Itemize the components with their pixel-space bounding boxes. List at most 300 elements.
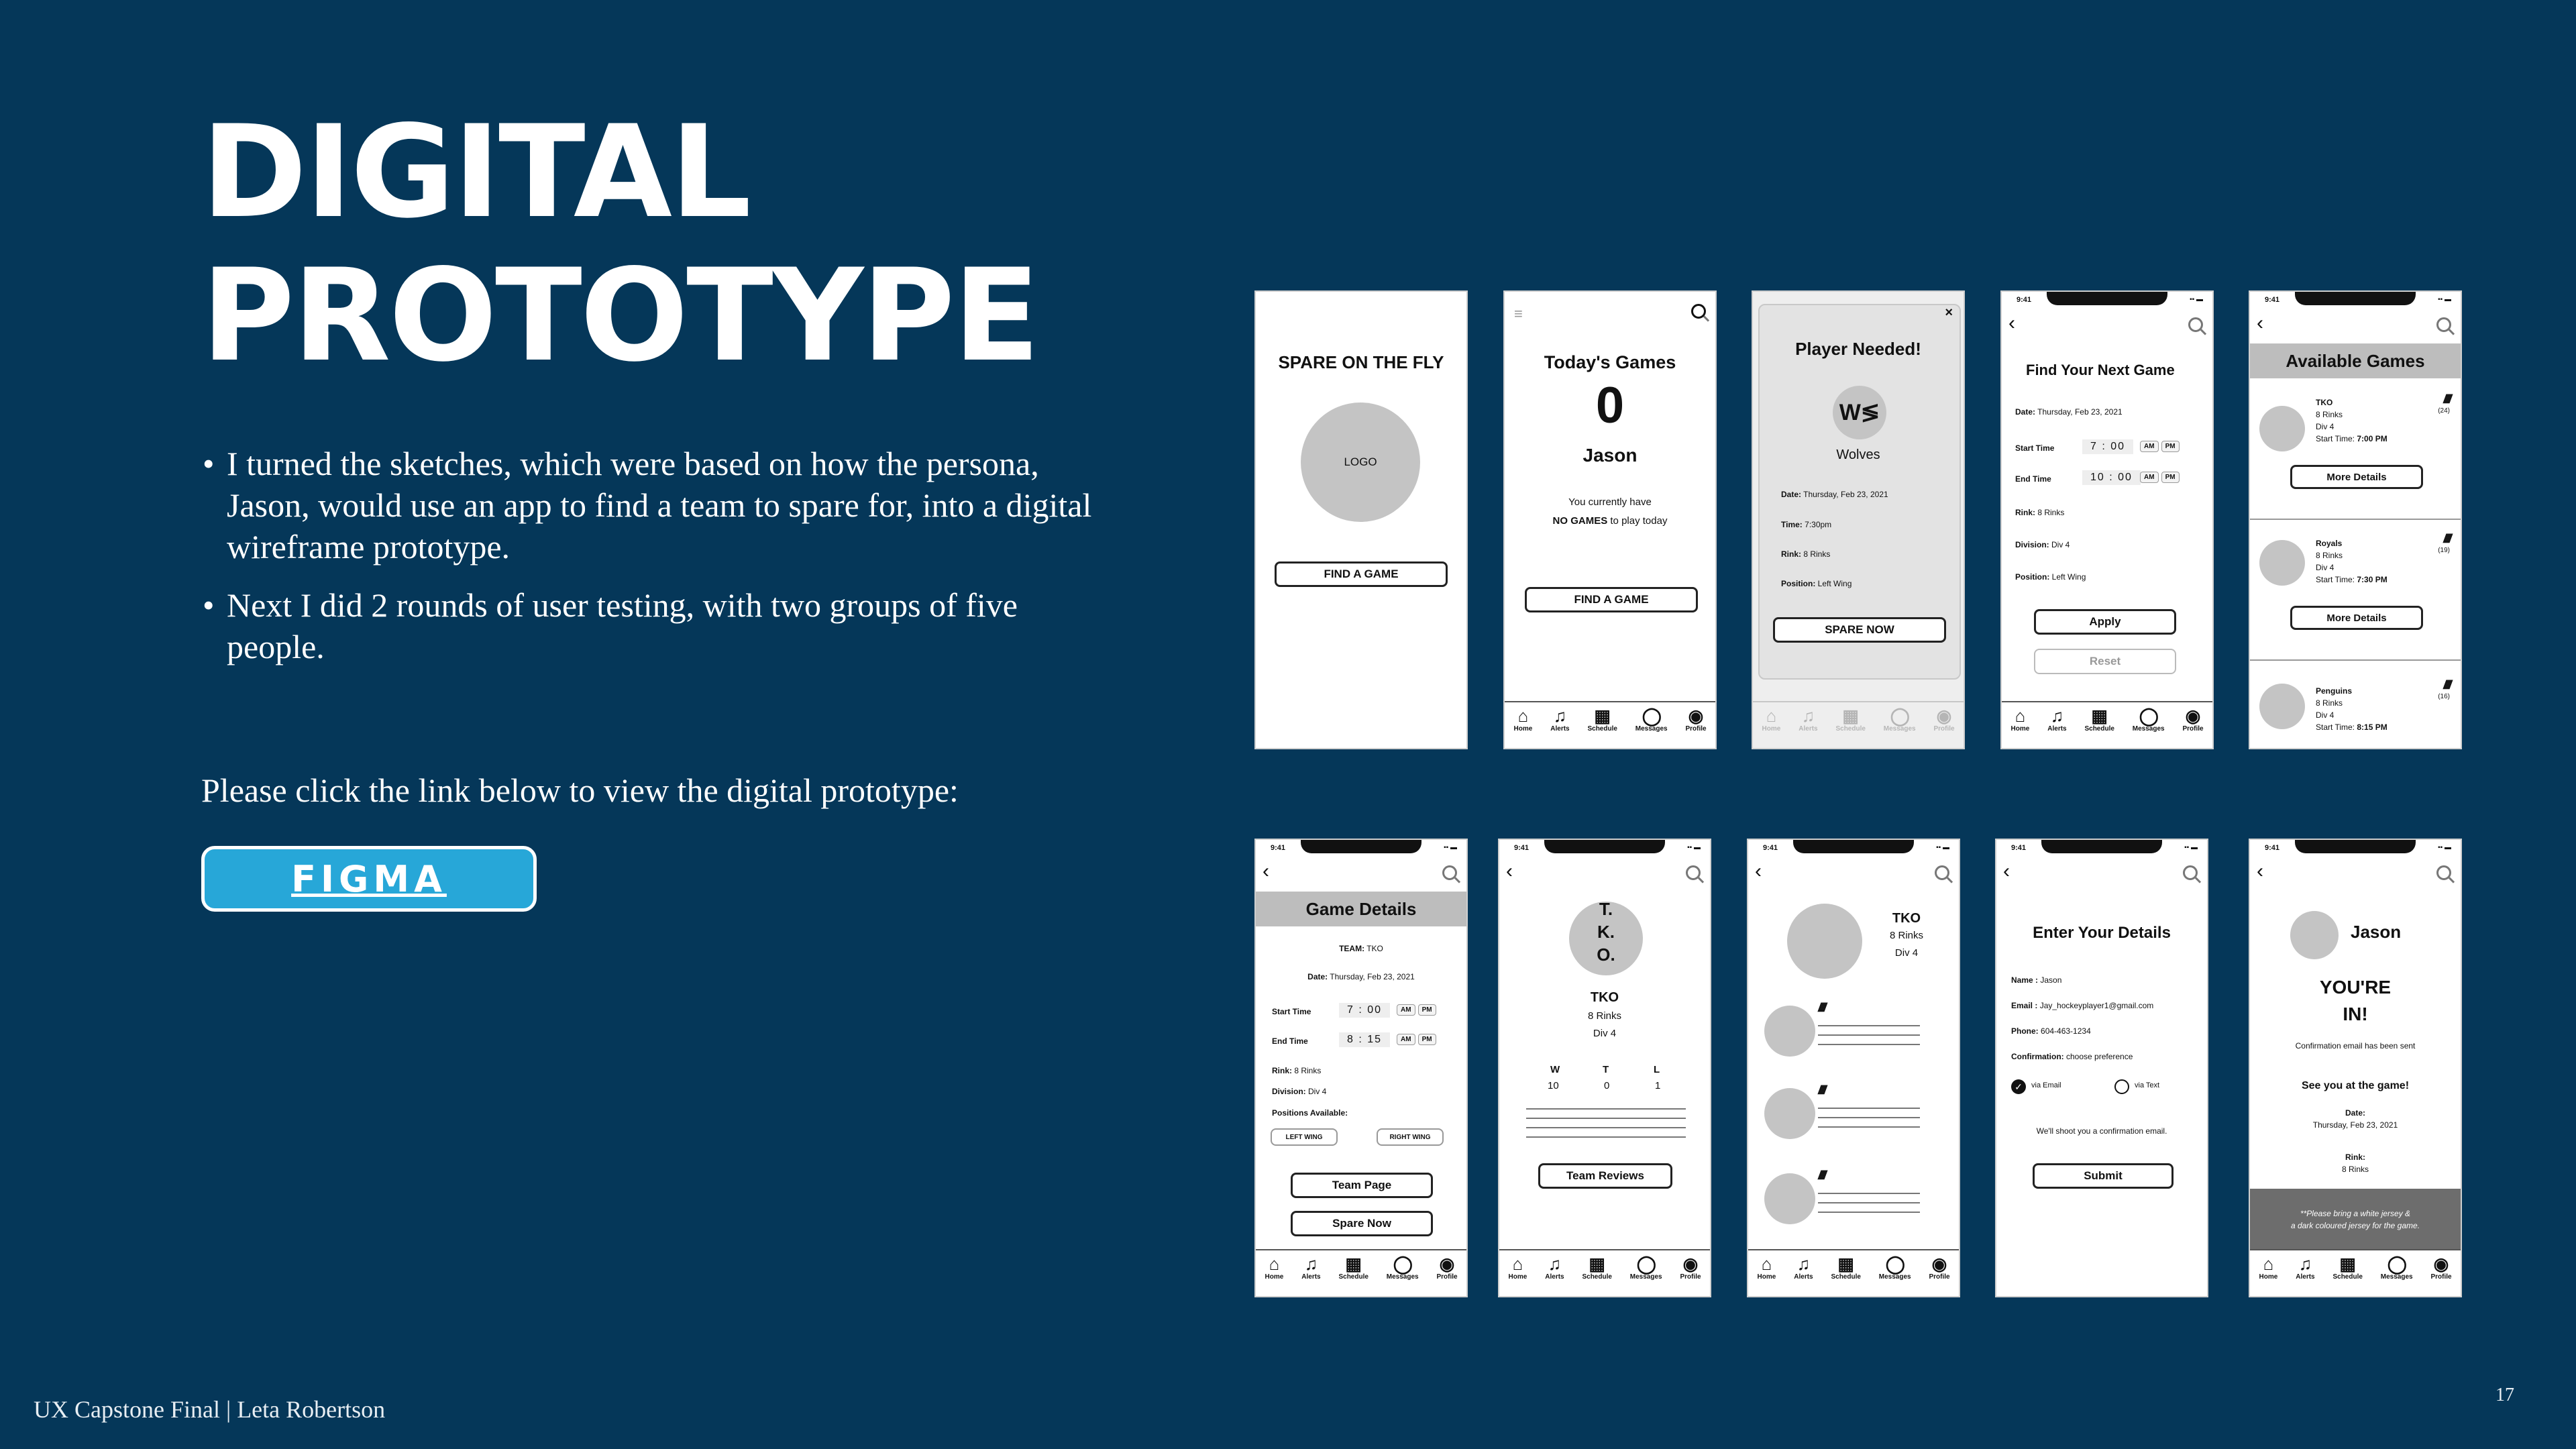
nav-label: Home [1265, 1273, 1284, 1281]
nav-profile[interactable] [1436, 1254, 1457, 1296]
end-time-display: 8 : 15 [1339, 1032, 1390, 1047]
chat-icon: ◯ [1393, 1254, 1413, 1274]
division-label: Division: [2015, 540, 2049, 549]
nav-home[interactable] [1508, 1254, 1527, 1296]
search-icon[interactable] [2436, 865, 2451, 880]
youre-line: YOU'RE [2319, 977, 2392, 998]
division-value: Div 4 [2051, 540, 2070, 549]
back-icon[interactable]: ‹ [1506, 860, 1513, 882]
search-icon[interactable] [1686, 865, 1701, 880]
end-label: End Time [1272, 1036, 1308, 1046]
ties-value: 0 [1604, 1080, 1610, 1091]
am-option[interactable]: AM [2140, 472, 2159, 483]
nav-home[interactable] [2010, 706, 2029, 748]
figma-link-button[interactable]: FIGMA [201, 846, 537, 912]
status-time: 9:41 [1514, 844, 1529, 852]
signal-icon: ▪▪ ▬ [2438, 844, 2451, 851]
nav-label: Profile [2182, 725, 2204, 733]
bell-icon: ♫ [1304, 1254, 1318, 1274]
nav-label: Schedule [1338, 1273, 1368, 1281]
search-icon[interactable] [2436, 317, 2451, 332]
date-label: Date: [1781, 490, 1802, 499]
pm-option[interactable]: PM [2161, 441, 2180, 452]
pm-option: PM [1418, 1004, 1436, 1016]
rink-label: Rink: [1272, 1066, 1292, 1075]
bullet-item [201, 584, 1093, 667]
back-icon[interactable]: ‹ [1263, 860, 1269, 882]
back-icon[interactable]: ‹ [2008, 312, 2015, 334]
losses-label: L [1654, 1064, 1660, 1075]
phone-notch [2047, 292, 2167, 305]
nav-schedule[interactable] [1831, 1254, 1860, 1296]
nav-messages[interactable] [2381, 1254, 2413, 1296]
confirmation-note: We'll shoot you a confirmation email. [2036, 1126, 2167, 1136]
rink-label: Rink: [2345, 1152, 2365, 1162]
team-name: TKO [2316, 398, 2333, 407]
nav-label: Home [2259, 1273, 2278, 1281]
nav-label: Alerts [1794, 1273, 1813, 1281]
phone-notch [1793, 840, 1914, 853]
start-ampm [1397, 1004, 1436, 1016]
nav-home[interactable] [1513, 706, 1532, 748]
nav-profile[interactable] [1680, 1254, 1701, 1296]
nav-schedule[interactable] [1587, 706, 1617, 748]
apply-button[interactable]: Apply [2034, 609, 2176, 635]
status-time: 9:41 [2265, 844, 2280, 852]
rink-row [1272, 1066, 1321, 1075]
close-icon[interactable]: × [1945, 305, 1953, 320]
start-value: 7:00 PM [2357, 434, 2387, 443]
nav-label: Home [1508, 1273, 1527, 1281]
signal-icon: ▪▪ ▬ [1936, 844, 1949, 851]
nav-label: Alerts [2047, 725, 2067, 733]
end-label: End Time [2015, 474, 2051, 484]
rating-icon: ///// [1818, 1083, 1825, 1097]
nav-label: Home [2010, 725, 2030, 733]
start-time [2316, 434, 2387, 443]
rating-icon: ///// [2443, 532, 2450, 545]
nav-messages [1884, 706, 1916, 748]
profile-icon: ◉ [1688, 706, 1704, 726]
team-value: TKO [1366, 944, 1383, 953]
slide-title [201, 98, 1038, 390]
text-line [1818, 1126, 1920, 1128]
calendar-icon: ▦ [2339, 1254, 2356, 1274]
rink-row [1781, 549, 1830, 559]
name-row [2011, 975, 2061, 985]
user-avatar [2290, 911, 2339, 959]
screen-available-games [2249, 290, 2462, 749]
back-icon[interactable]: ‹ [2257, 312, 2263, 334]
nav-label: Messages [1386, 1273, 1419, 1281]
home-icon: ⌂ [1766, 706, 1777, 726]
left-wing-chip[interactable]: LEFT WING [1271, 1128, 1338, 1146]
wins-label: W [1550, 1064, 1560, 1075]
nav-label: Alerts [2296, 1273, 2315, 1281]
team-avatar [1787, 904, 1862, 979]
team-name: Wolves [1836, 447, 1880, 462]
date-row [1256, 972, 1466, 981]
email-label: Email : [2011, 1001, 2038, 1010]
rink-value: 8 Rinks [1294, 1066, 1322, 1075]
nav-profile[interactable] [2182, 706, 2203, 748]
home-icon: ⌂ [1761, 1254, 1772, 1274]
phone-row [2011, 1026, 2091, 1036]
position-label: Position: [2015, 572, 2050, 582]
find-game-button[interactable]: FIND A GAME [1525, 587, 1698, 612]
bottom-nav [2250, 1249, 2461, 1296]
wins-value: 10 [1548, 1080, 1559, 1091]
date-value: Thursday, Feb 23, 2021 [1803, 490, 1888, 499]
jersey-note-banner [2250, 1189, 2461, 1250]
start-time [2316, 722, 2387, 732]
rink-value: 8 Rinks [2341, 1165, 2369, 1174]
nav-messages[interactable] [1635, 706, 1668, 748]
confirmation-label: Confirmation: [2011, 1052, 2064, 1061]
logo-letter: K. [1597, 922, 1615, 942]
team-rink: 8 Rinks [1889, 930, 1924, 941]
nav-alerts[interactable] [1301, 1254, 1320, 1296]
back-icon[interactable]: ‹ [2257, 860, 2263, 882]
todays-games-title: Today's Games [1544, 352, 1676, 372]
no-games-line1: You currently have [1568, 496, 1652, 508]
nav-schedule[interactable] [1338, 1254, 1368, 1296]
nav-messages[interactable] [2133, 706, 2165, 748]
game-card[interactable] [2250, 520, 2461, 661]
bullet-dot: • [203, 586, 215, 624]
chat-icon: ◯ [2387, 1254, 2407, 1274]
nav-label: Home [1513, 725, 1533, 733]
division-label: Division: [1272, 1087, 1306, 1096]
team-avatar [2259, 684, 2305, 729]
team-page-button[interactable]: Team Page [1291, 1173, 1433, 1198]
rating-count: (16) [2438, 693, 2450, 700]
bullet-text: I turned the sketches, which were based on how the persona, Jason, would use an app to find a team to spare for, into a digital wireframe prototype. [227, 445, 1092, 566]
screen-title: Available Games [2250, 343, 2461, 378]
nav-profile[interactable] [2430, 1254, 2451, 1296]
game-card[interactable] [2250, 661, 2461, 748]
rink-value: 8 Rinks [1803, 549, 1831, 559]
bell-icon: ♫ [1801, 706, 1815, 726]
start-label: Start Time [1272, 1007, 1311, 1016]
search-icon[interactable] [1442, 865, 1457, 880]
nav-label: Profile [1436, 1273, 1458, 1281]
nav-label: Messages [2380, 1273, 2413, 1281]
home-icon: ⌂ [2263, 1254, 2274, 1274]
reviewer-avatar [1764, 1173, 1815, 1224]
spare-now-button[interactable]: SPARE NOW [1773, 617, 1946, 643]
game-card[interactable] [2250, 386, 2461, 520]
text-line [1526, 1127, 1686, 1128]
user-name: Jason [1582, 445, 1638, 466]
division: Div 4 [2316, 563, 2334, 572]
nav-profile[interactable] [1929, 1254, 1949, 1296]
bottom-nav [2002, 701, 2212, 748]
reviewer-avatar [1764, 1088, 1815, 1139]
nav-label: Home [1762, 725, 1781, 733]
text-line [1818, 1025, 1920, 1026]
more-details-button[interactable]: More Details [2290, 465, 2423, 489]
nav-home[interactable] [1757, 1254, 1776, 1296]
spare-now-button[interactable]: Spare Now [1291, 1211, 1433, 1236]
rating-count: (24) [2438, 407, 2450, 415]
rink-label: Rink: [2015, 508, 2035, 517]
nav-home[interactable] [2259, 1254, 2277, 1296]
pm-option[interactable]: PM [2161, 472, 2180, 483]
date-value: Thursday, Feb 23, 2021 [2312, 1120, 2398, 1130]
start-time-input[interactable]: 7 : 00 [2082, 439, 2133, 454]
email-row [2011, 1001, 2153, 1010]
start-label: Start Time: [2316, 434, 2355, 443]
bottom-nav [1499, 1249, 1710, 1296]
bottom-nav [1748, 1249, 1959, 1296]
bullet-dot: • [203, 445, 215, 482]
nav-messages[interactable] [1387, 1254, 1419, 1296]
rating-icon: ///// [1818, 1001, 1825, 1014]
nav-label: Messages [1883, 725, 1916, 733]
nav-label: Profile [1680, 1273, 1701, 1281]
phone-notch [2041, 840, 2162, 853]
nav-messages[interactable] [1630, 1254, 1662, 1296]
nav-profile[interactable] [1685, 706, 1706, 748]
screen-home [1503, 290, 1717, 749]
search-icon[interactable] [2188, 317, 2203, 332]
bullet-text: Next I did 2 rounds of user testing, with two groups of five people. [227, 586, 1018, 665]
user-name: Jason [2351, 922, 2402, 942]
calendar-icon: ▦ [1589, 1254, 1605, 1274]
rating-count: (19) [2438, 547, 2450, 554]
profile-icon: ◉ [2185, 706, 2201, 726]
start-label: Start Time: [2316, 575, 2355, 584]
phone-notch [1301, 840, 1421, 853]
date-row [1781, 490, 1888, 499]
nav-alerts [1799, 706, 1817, 748]
team-avatar [2259, 540, 2305, 586]
rink-label: Rink: [1781, 549, 1801, 559]
screen-splash [1254, 290, 1468, 749]
nav-label: Messages [1878, 1273, 1911, 1281]
team-logo: W≶ [1833, 386, 1886, 439]
team-row [1256, 944, 1466, 953]
nav-alerts[interactable] [1545, 1254, 1564, 1296]
title-line-2: PROTOTYPE [201, 241, 1038, 390]
nav-alerts[interactable] [1550, 706, 1569, 748]
start-label: Start Time [2015, 443, 2055, 453]
bottom-nav [1505, 701, 1715, 748]
nav-label: Alerts [1301, 1273, 1321, 1281]
nav-label: Schedule [1587, 725, 1617, 733]
bell-icon: ♫ [1548, 1254, 1562, 1274]
nav-label: Messages [2132, 725, 2165, 733]
text-line [1818, 1212, 1920, 1213]
position-value: Left Wing [2051, 572, 2086, 582]
start-time-display: 7 : 00 [1339, 1003, 1390, 1018]
text-line [1818, 1202, 1920, 1203]
status-time: 9:41 [1271, 844, 1286, 852]
text-line [1818, 1108, 1920, 1109]
see-you-text: See you at the game! [2301, 1080, 2410, 1091]
email-radio-checked[interactable]: ✓ [2011, 1079, 2026, 1094]
reviewer-avatar [1764, 1006, 1815, 1057]
nav-label: Alerts [1550, 725, 1570, 733]
team-rink: 8 Rinks [1587, 1010, 1622, 1022]
nav-label: Schedule [1582, 1273, 1612, 1281]
division-row [2015, 540, 2070, 549]
footer-text: UX Capstone Final | Leta Robertson [34, 1396, 386, 1423]
phone-notch [2295, 840, 2416, 853]
date-label: Date: [2015, 407, 2036, 417]
home-icon: ⌂ [1517, 706, 1529, 726]
am-option: AM [1397, 1034, 1415, 1045]
losses-value: 1 [1655, 1080, 1661, 1091]
back-icon[interactable]: ‹ [1755, 860, 1762, 882]
nav-schedule [1835, 706, 1865, 748]
via-text-label: via Text [2135, 1081, 2160, 1089]
end-ampm-toggle[interactable] [2140, 472, 2180, 483]
rink: 8 Rinks [2316, 410, 2343, 419]
bell-icon: ♫ [2050, 706, 2064, 726]
status-time: 9:41 [2011, 844, 2027, 852]
profile-icon: ◉ [1682, 1254, 1699, 1274]
team-avatar [2259, 406, 2305, 451]
team-name: Penguins [2316, 686, 2353, 696]
jersey-note-line: **Please bring a white jersey & [2300, 1209, 2411, 1218]
phone-field[interactable]: 604-463-1234 [2041, 1026, 2091, 1036]
nav-label: Messages [1629, 1273, 1662, 1281]
position-row [2015, 572, 2086, 582]
chat-icon: ◯ [1885, 1254, 1905, 1274]
nav-label: Schedule [1831, 1273, 1861, 1281]
submit-button[interactable]: Submit [2033, 1163, 2174, 1189]
nav-label: Messages [1635, 725, 1668, 733]
page-number: 17 [2496, 1385, 2514, 1405]
start-ampm-toggle[interactable] [2140, 441, 2180, 452]
position-value: Left Wing [1817, 579, 1852, 588]
more-details-button[interactable]: More Details [2290, 606, 2423, 630]
start-value: 8:15 PM [2357, 722, 2387, 732]
email-field[interactable]: Jay_hockeyplayer1@gmail.com [2039, 1001, 2154, 1010]
team-name: TKO [1590, 990, 1619, 1005]
text-line [1526, 1136, 1686, 1138]
screen-game-details [1254, 839, 1468, 1297]
am-option[interactable]: AM [2140, 441, 2159, 452]
screen-title: Game Details [1256, 892, 1466, 926]
search-icon[interactable] [2183, 865, 2198, 880]
nav-home [1762, 706, 1780, 748]
team-logo [1569, 899, 1643, 975]
nav-label: Profile [1685, 725, 1707, 733]
calendar-icon: ▦ [1842, 706, 1859, 726]
date-row [2015, 407, 2123, 417]
nav-schedule[interactable] [2084, 706, 2114, 748]
date-label: Date: [2345, 1108, 2365, 1118]
text-line [1526, 1108, 1686, 1110]
signal-icon: ▪▪ ▬ [2438, 296, 2451, 303]
bottom-nav [1256, 1249, 1466, 1296]
home-icon: ⌂ [2015, 706, 2026, 726]
back-icon[interactable]: ‹ [2003, 860, 2010, 882]
screen-team-reviews [1747, 839, 1960, 1297]
division-value: Div 4 [1308, 1087, 1327, 1096]
screen-enter-details [1995, 839, 2208, 1297]
screen-find-game [2000, 290, 2214, 749]
nav-alerts[interactable] [1794, 1254, 1813, 1296]
search-icon[interactable] [1691, 304, 1706, 319]
nav-alerts[interactable] [2296, 1254, 2314, 1296]
chat-icon: ◯ [1890, 706, 1910, 726]
start-value: 7:30 PM [2357, 575, 2387, 584]
calendar-icon: ▦ [1837, 1254, 1854, 1274]
chat-icon: ◯ [2139, 706, 2159, 726]
ties-label: T [1603, 1064, 1609, 1075]
division: Div 4 [2316, 422, 2334, 431]
bell-icon: ♫ [1796, 1254, 1811, 1274]
status-time: 9:41 [2265, 296, 2280, 304]
menu-icon[interactable]: ≡ [1514, 305, 1523, 322]
right-wing-chip[interactable]: RIGHT WING [1377, 1128, 1444, 1146]
nav-label: Alerts [1545, 1273, 1564, 1281]
profile-icon: ◉ [1931, 1254, 1947, 1274]
nav-home[interactable] [1265, 1254, 1283, 1296]
confirmation-row [2011, 1052, 2133, 1061]
profile-icon: ◉ [1936, 706, 1952, 726]
text-radio[interactable] [2114, 1079, 2129, 1094]
time-label: Time: [1781, 520, 1803, 529]
name-field[interactable]: Jason [2040, 975, 2062, 985]
rink: 8 Rinks [2316, 698, 2343, 708]
nav-alerts[interactable] [2047, 706, 2066, 748]
chat-icon: ◯ [1642, 706, 1662, 726]
nav-label: Profile [2430, 1273, 2452, 1281]
team-division: Div 4 [1593, 1028, 1617, 1039]
find-game-button[interactable]: FIND A GAME [1275, 561, 1448, 587]
date-value: Thursday, Feb 23, 2021 [2037, 407, 2123, 417]
bullet-item [201, 443, 1093, 568]
text-line [1818, 1193, 1920, 1194]
nav-label: Schedule [2084, 725, 2114, 733]
bullet-list [201, 443, 1093, 684]
home-icon: ⌂ [1512, 1254, 1523, 1274]
phone-label: Phone: [2011, 1026, 2039, 1036]
position-label: Position: [1781, 579, 1816, 588]
team-name: Royals [2316, 539, 2343, 548]
team-name: TKO [1892, 911, 1921, 926]
rink-value: 8 Rinks [2037, 508, 2065, 517]
rink: 8 Rinks [2316, 551, 2343, 560]
pm-option: PM [1418, 1034, 1436, 1045]
end-time-input[interactable]: 10 : 00 [2082, 470, 2141, 485]
team-reviews-button[interactable]: Team Reviews [1538, 1163, 1672, 1189]
no-games-bold: NO GAMES [1552, 515, 1608, 527]
time-row [1781, 520, 1831, 529]
search-icon[interactable] [1935, 865, 1949, 880]
status-time: 9:41 [2017, 296, 2032, 304]
nav-label: Schedule [2332, 1273, 2363, 1281]
nav-messages[interactable] [1879, 1254, 1911, 1296]
title-line-1: DIGITAL [201, 98, 750, 246]
bell-icon: ♫ [1553, 706, 1567, 726]
nav-schedule[interactable] [1582, 1254, 1611, 1296]
date-value: Thursday, Feb 23, 2021 [1330, 972, 1415, 981]
home-icon: ⌂ [1269, 1254, 1280, 1274]
chat-icon: ◯ [1636, 1254, 1656, 1274]
rating-icon: ///// [2443, 392, 2450, 406]
nav-schedule[interactable] [2332, 1254, 2362, 1296]
screen-confirmation [2249, 839, 2462, 1297]
logo-placeholder: LOGO [1301, 402, 1420, 522]
reset-button[interactable]: Reset [2034, 649, 2176, 674]
time-value: 7:30pm [1805, 520, 1832, 529]
